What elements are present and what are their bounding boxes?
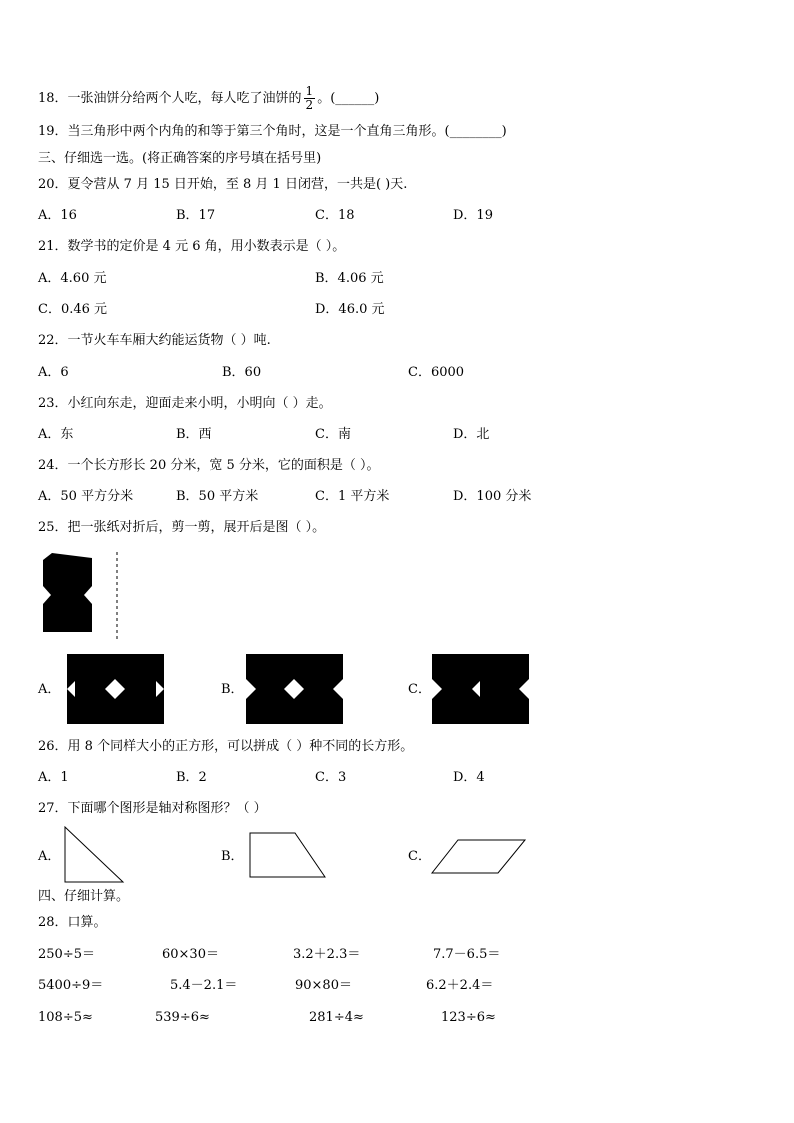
calc-item: 60×30＝ <box>162 947 219 962</box>
q21-option-a[interactable]: A．4.60 元 <box>38 271 107 286</box>
section-3-heading: 三、仔细选一选。(将正确答案的序号填在括号里) <box>38 151 322 166</box>
q26-option-a[interactable]: A．1 <box>38 770 69 785</box>
question-18-text: 18．一张油饼分给两个人吃，每人吃了油饼的 <box>38 91 302 106</box>
q23-option-c[interactable]: C．南 <box>315 427 351 442</box>
calc-item: 5400÷9＝ <box>38 978 104 993</box>
question-18 <box>38 85 379 112</box>
q27-option-a-right-triangle[interactable] <box>63 826 125 884</box>
q20-option-c[interactable]: C．18 <box>315 208 355 223</box>
fraction-denominator: 2 <box>305 98 314 112</box>
q24-option-c[interactable]: C．1 平方米 <box>315 489 390 504</box>
question-26: 26．用 8 个同样大小的正方形，可以拼成（ ）种不同的长方形。 <box>38 739 414 754</box>
q23-option-a[interactable]: A．东 <box>38 427 74 442</box>
question-18-answer-blank[interactable]: 。(______) <box>317 91 380 106</box>
calc-item: 5.4－2.1＝ <box>170 978 238 993</box>
q23-option-d[interactable]: D．北 <box>453 427 490 442</box>
folded-paper-shape <box>43 553 92 632</box>
calc-item: 6.2＋2.4＝ <box>426 978 494 993</box>
q20-option-b[interactable]: B．17 <box>176 208 216 223</box>
question-25: 25．把一张纸对折后，剪一剪，展开后是图（ ）。 <box>38 520 326 535</box>
calc-item: 3.2＋2.3＝ <box>293 947 361 962</box>
question-27: 27．下面哪个图形是轴对称图形？（ ） <box>38 801 267 816</box>
q25-option-a-figure[interactable] <box>67 654 164 724</box>
q20-option-a[interactable]: A．16 <box>38 208 77 223</box>
q24-option-d[interactable]: D．100 分米 <box>453 489 532 504</box>
q22-option-a[interactable]: A．6 <box>38 365 69 380</box>
fraction-numerator: 1 <box>305 84 314 98</box>
q26-option-b[interactable]: B．2 <box>176 770 207 785</box>
q21-option-d[interactable]: D．46.0 元 <box>315 302 385 317</box>
question-23: 23．小红向东走，迎面走来小明，小明向（ ）走。 <box>38 396 332 411</box>
q22-option-b[interactable]: B．60 <box>222 365 262 380</box>
q25-option-c-figure[interactable] <box>432 654 529 724</box>
question-22: 22．一节火车车厢大约能运货物（ ）吨. <box>38 333 271 348</box>
q25-option-b-label[interactable]: B． <box>221 682 244 697</box>
q24-option-b[interactable]: B．50 平方米 <box>176 489 259 504</box>
section-4-heading: 四、仔细计算。 <box>38 889 130 904</box>
q26-option-d[interactable]: D．4 <box>453 770 485 785</box>
q27-option-c-label[interactable]: C． <box>408 849 431 864</box>
q27-option-a-label[interactable]: A． <box>38 849 61 864</box>
fraction-one-half <box>304 85 316 112</box>
q27-option-c-parallelogram[interactable] <box>430 838 528 876</box>
q21-option-b[interactable]: B．4.06 元 <box>315 271 384 286</box>
calc-item: 108÷5≈ <box>38 1010 93 1025</box>
folded-paper-figure <box>40 550 124 644</box>
calc-item: 250÷5＝ <box>38 947 95 962</box>
q24-option-a[interactable]: A．50 平方分米 <box>38 489 134 504</box>
question-21: 21．数学书的定价是 4 元 6 角，用小数表示是（ ）。 <box>38 239 346 254</box>
question-19: 19．当三角形中两个内角的和等于第三个角时，这是一个直角三角形。(________) <box>38 124 507 139</box>
calc-item: 539÷6≈ <box>155 1010 210 1025</box>
question-24: 24．一个长方形长 20 分米，宽 5 分米，它的面积是（ ）。 <box>38 458 380 473</box>
calc-item: 7.7－6.5＝ <box>433 947 501 962</box>
q26-option-c[interactable]: C．3 <box>315 770 347 785</box>
q27-option-b-trapezoid[interactable] <box>248 831 328 879</box>
q20-option-d[interactable]: D．19 <box>453 208 493 223</box>
calc-item: 281÷4≈ <box>309 1010 364 1025</box>
q25-option-b-figure[interactable] <box>246 654 343 724</box>
question-20: 20．夏令营从 7 月 15 日开始，至 8 月 1 日闭营，一共是( )天. <box>38 177 408 192</box>
question-28: 28．口算。 <box>38 915 107 930</box>
q25-option-c-label[interactable]: C． <box>408 682 431 697</box>
q23-option-b[interactable]: B．西 <box>176 427 212 442</box>
q27-option-b-label[interactable]: B． <box>221 849 244 864</box>
calc-item: 123÷6≈ <box>441 1010 496 1025</box>
q25-option-a-label[interactable]: A． <box>38 682 61 697</box>
q22-option-c[interactable]: C．6000 <box>408 365 465 380</box>
calc-item: 90×80＝ <box>295 978 352 993</box>
q21-option-c[interactable]: C．0.46 元 <box>38 302 108 317</box>
